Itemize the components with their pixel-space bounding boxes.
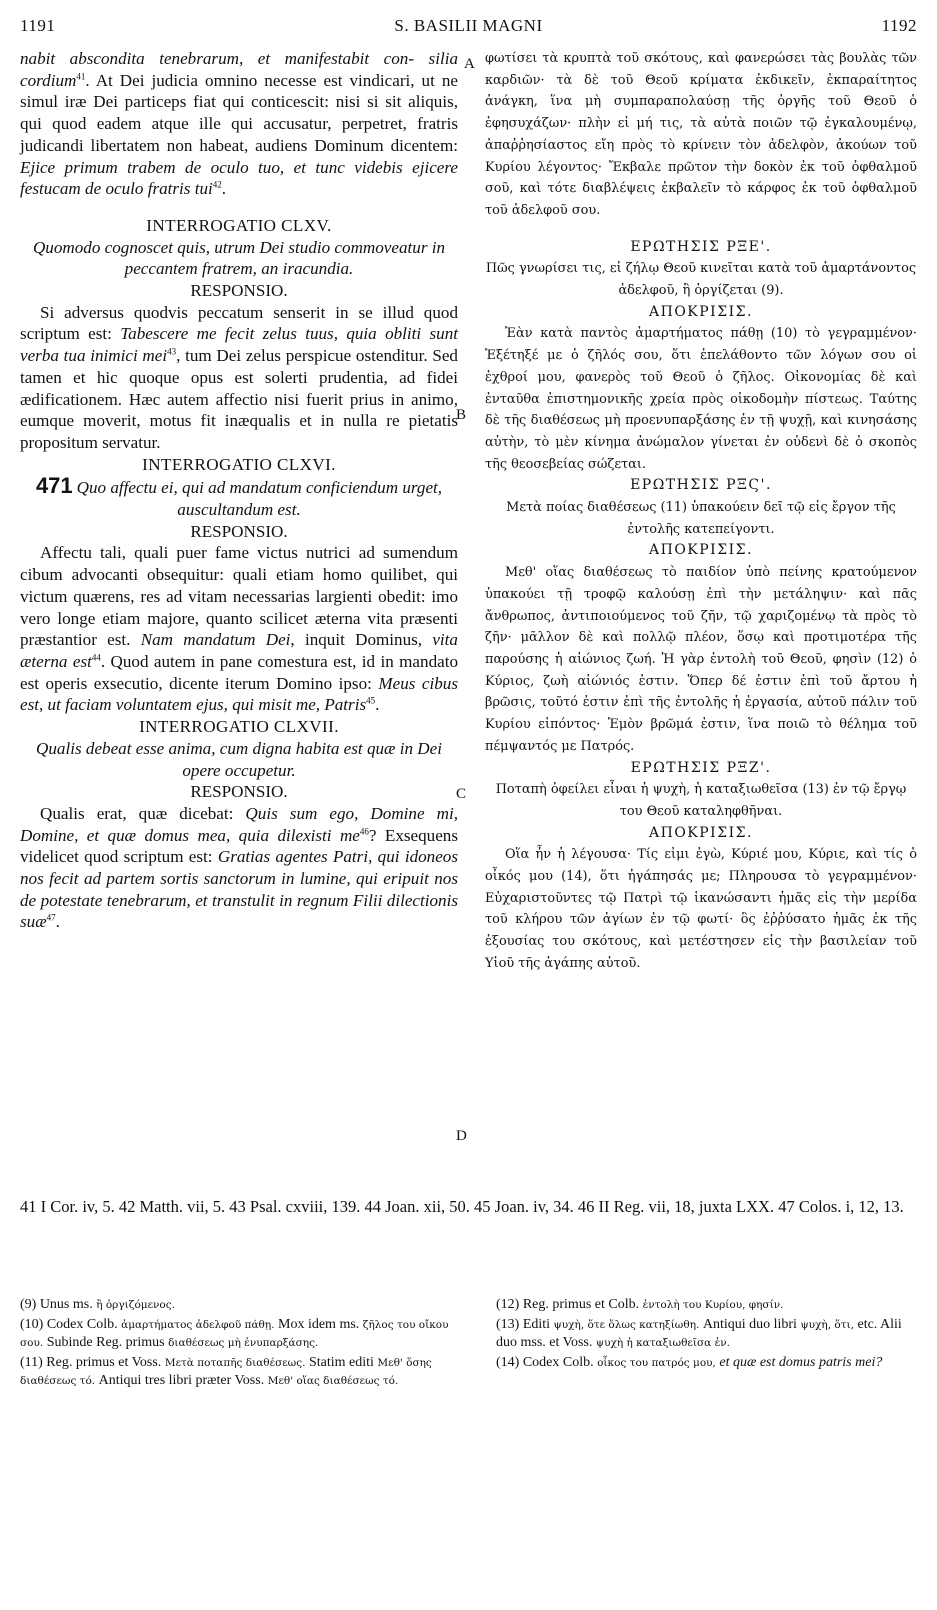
latin-opening-paragraph — [20, 48, 458, 200]
footnote-ref: 41 — [76, 71, 86, 82]
response-heading: RESPONSIO. — [190, 521, 288, 541]
critical-notes-left — [20, 1296, 470, 1392]
note-text: (12) Reg. primus et Colb. — [496, 1297, 643, 1312]
question-165-heading: INTERROGATIO CLXV. — [146, 215, 332, 235]
note-text: (14) Codex Colb. — [496, 1354, 598, 1370]
note-greek: ἐντολὴ του Κυρίου, φησίν. — [642, 1299, 784, 1311]
right-page-number: 1192 — [881, 16, 917, 35]
latin-text: . Quod autem in pane comestura est, id in mandato est operis exsecutio, dicente iterum Domino ipso: — [20, 651, 458, 693]
margin-letter-a: A — [464, 56, 475, 72]
greek-question-165-heading: ΕΡΩΤΗΣΙΣ ΡΞΕ'. — [630, 238, 772, 255]
footnote-ref: 43 — [167, 346, 177, 357]
answer-165-paragraph — [20, 302, 458, 454]
margin-letter-c: C — [456, 786, 467, 802]
note-text: (10) Codex Colb. — [20, 1316, 122, 1332]
note-greek: ψυχὴ, ὅτι, — [800, 1318, 854, 1331]
note-text: Statim editi — [305, 1354, 378, 1370]
greek-response-heading: ΑΠΟΚΡΙΣΙΣ. — [649, 824, 753, 841]
note-14 — [496, 1354, 918, 1373]
note-greek: ἢ ὀργιζόμενος. — [96, 1299, 175, 1311]
note-text: Antiqui duo libri — [699, 1316, 801, 1332]
note-text: (9) Unus ms. — [20, 1297, 97, 1312]
latin-text: . — [221, 179, 227, 199]
note-greek: ψυχὴ, ὅτε ὅλως κατηξίωθη. — [553, 1318, 700, 1331]
latin-text: . At Dei judicia omnino necesse est vindicari, ut ne simul iræ Dei particeps fiat qui conticescit: nisi si sit aliquis, qui quod eadem atque ille qui accusatur, perpetret, fratris judicandi libertatem non habeat, audiens Dominum dicentem: — [20, 70, 458, 155]
footnote-ref: 44 — [91, 652, 101, 663]
note-greek: ψυχὴ ἡ καταξιωθεῖσα ἐν. — [595, 1337, 730, 1349]
note-text: etc. Alii duo mss. et Voss. — [496, 1316, 902, 1350]
greek-answer-166: Μεθ' οἵας διαθέσεως τὸ παιδίον ὑπὸ πείνης κρατούμενον ὑπακούει τῇ τροφῷ καλούσῃ ἐπὶ τὴν μετάληψιν· καὶ πᾶς ἄνθρωπος, ἀντιποιούμενος τοῦ ζῆν, τῷ χαριζομένῳ τὰ πρὸς τὸ ζῆν· μᾶλλον δὲ καὶ πολλῷ πλέον, ὅσῳ καὶ προτιμοτέρα τῆς παρούσης ἡ αἰώνιος ζωή. Ἡ γὰρ ἐντολὴ τοῦ Θεοῦ, φησὶν (12) ὁ Κύριος, ζωὴ αἰώνιός ἐστιν. Ὅπερ δέ ἐστιν ἐπὶ τοῦ ἄρτου ἡ βρῶσις, τοῦτό ἐστιν ἐπὶ τῆς ἐντολῆς ἡ ἐργασία, αὐτοῦ πάλιν τοῦ Κυρίου εἰπόντος· Ἐμὸν βρῶμά ἐστιν, ἵνα ποιῶ τὸ θέλημα τοῦ πέμψαντός με Πατρός. — [485, 565, 917, 754]
critical-notes-right — [496, 1296, 918, 1373]
note-greek: ζῆλος του οἴκου σου. — [20, 1318, 449, 1349]
left-page-number: 1191 — [20, 16, 56, 35]
note-10 — [20, 1316, 470, 1353]
latin-text: . — [55, 912, 60, 932]
question-166-heading: INTERROGATIO CLXVI. — [142, 454, 336, 474]
greek-column — [485, 48, 917, 975]
footnote-ref: 46 — [359, 825, 369, 836]
latin-text: Qualis erat, quæ dicebat: — [40, 803, 246, 823]
latin-italic: vita æterna est — [20, 630, 458, 671]
running-title: S. BASILII MAGNI — [394, 16, 543, 35]
greek-question-167-text: Ποταπὴ ὀφείλει εἶναι ἡ ψυχὴ, ἡ καταξιωθεῖσα (13) ἐν τῷ ἔργῳ του Θεοῦ καταληφθῆναι. — [495, 782, 907, 819]
note-greek: Μεθ' οἵας διαθέσεως τό. — [267, 1375, 399, 1387]
note-11 — [20, 1354, 470, 1391]
greek-opening-paragraph: φωτίσει τὰ κρυπτὰ τοῦ σκότους, καὶ φανερώσει τὰς βουλὰς τῶν καρδιῶν· τὰ δὲ τοῦ Θεοῦ κρίματα ἐκδικεῖν, ἐκπαραίτητος ἀνάγκη, ἵνα μὴ συμπαραπολαύσῃ τῆς ὀργῆς τοῦ Θεοῦ ὁ ἐφησυχάζων· πλὴν εἰ μή τις, τὰ αὐτὰ ποιῶν τῷ ἐγκαλουμένῳ, ἀπαῤῥησίαστος εἴη πρὸς τὸ κρίνειν τὸν ἀδελφὸν, ἀκούων τοῦ Κυρίου λέγοντος· Ἔκβαλε πρῶτον τὴν δοκὸν ἐκ τοῦ ὀφθαλμοῦ σοῦ, καὶ τότε διαβλέψεις ἐκβαλεῖν τὸ κάρφος ἐκ τοῦ ὀφθαλμοῦ τοῦ ἀδελφοῦ σου. — [485, 51, 917, 218]
greek-response-heading: ΑΠΟΚΡΙΣΙΣ. — [649, 303, 753, 320]
note-text: (13) Editi — [496, 1316, 554, 1332]
latin-italic: Nam mandatum Dei — [140, 630, 291, 650]
answer-166-paragraph — [20, 542, 458, 716]
latin-column — [20, 48, 458, 933]
latin-italic: Ejice primum trabem de oculo tuo, et tunc videbis ejicere festucam de oculo fratris tui — [20, 157, 458, 199]
note-greek: Μεθ' ὅσης διαθέσεως τό. — [20, 1356, 432, 1387]
note-12 — [496, 1296, 918, 1315]
question-167-heading: INTERROGATIO CLXVII. — [139, 717, 339, 737]
note-greek: ἁμαρτήματος ἀδελφοῦ πάθῃ. — [121, 1318, 275, 1331]
page-header — [20, 16, 917, 42]
greek-answer-165: Ἐὰν κατὰ παντὸς ἁμαρτήματος πάθῃ (10) τὸ γεγραμμένον· Ἐξέτηξέ με ὁ ζῆλός σου, ὅτι ἐπελάθοντο τῶν λόγων σου οἱ ἐχθροί μου, φανερὸς τοῦ Θεοῦ ὁ ζῆλος. Οἰκονομίας δὲ καὶ ἐνταῦθα ἐπιστημονικῆς χρεία πρὸς οἰκοδομὴν πίστεως. Ταύτης δὲ τῆς διαθέσεως μὴ προενυπαρξάσης ἐν τῇ ψυχῇ, καὶ κινησάσης αὐτὴν, τὸ μὲν κίνημα ἀνώμαλον γίνεται ἐν οὐδενὶ δὲ ὁ σκοπὸς τῆς θεοσεβείας σώζεται. — [485, 326, 917, 472]
column-number: 471 — [35, 473, 73, 499]
note-greek: Μετὰ ποταπῆς διαθέσεως. — [164, 1356, 306, 1369]
latin-text: . — [375, 695, 380, 715]
note-9 — [20, 1296, 470, 1315]
greek-question-167-heading: ΕΡΩΤΗΣΙΣ ΡΞΖ'. — [630, 759, 772, 776]
note-text: Mox idem ms. — [274, 1316, 363, 1332]
latin-italic: Tabescere me fecit zelus tuus, quia obliti sunt verba tua inimici mei — [20, 324, 458, 366]
greek-response-heading: ΑΠΟΚΡΙΣΙΣ. — [649, 542, 753, 559]
response-heading: RESPONSIO. — [190, 782, 288, 802]
margin-letter-b: B — [456, 407, 467, 423]
greek-answer-167: Οἵα ἦν ἡ λέγουσα· Τίς εἰμι ἐγὼ, Κύριέ μου, Κύριε, καὶ τίς ὁ οἶκός μου (14), ὅτι ἠγάπησάς με; Πληρουσα τὸ γεγραμμένον· Εὐχαριστοῦντες τῷ Πατρὶ τῷ ἱκανώσαντι ἡμᾶς εἰς τὴν μερίδα τοῦ κλήρου τῶν ἁγίων ἐν τῷ φωτί· ὃς ἐῤῥύσατο ἡμᾶς ἐκ τῆς ἐξουσίας του σκότους, καὶ μετέστησεν εἰς τὴν βασιλείαν τοῦ Υἱοῦ τῆς ἀγάπης αὐτοῦ. — [485, 847, 917, 971]
greek-question-166-text: Μετὰ ποίας διαθέσεως (11) ὑπακούειν δεῖ τῷ εἰς ἔργον τῆς ἐντολῆς κατεπείγοντι. — [506, 500, 896, 537]
latin-italic: nabit abscondita tenebrarum, et manifestabit con- — [20, 49, 415, 68]
question-166-text — [20, 475, 458, 520]
footnote-ref: 42 — [212, 179, 222, 190]
answer-167-paragraph — [20, 803, 458, 933]
note-text: (11) Reg. primus et Voss. — [20, 1354, 165, 1370]
greek-question-166-heading: ΕΡΩΤΗΣΙΣ ΡΞϚ'. — [630, 477, 772, 494]
latin-italic: Quo affectu ei, qui ad mandatum conficiendum urget, auscultandum est. — [76, 478, 443, 520]
note-13 — [496, 1316, 918, 1353]
latin-text: Si adversus quodvis peccatum senserit in se illud quod scriptum est: — [20, 302, 458, 344]
response-heading: RESPONSIO. — [190, 281, 288, 301]
latin-text: , inquit Dominus, — [290, 630, 433, 650]
latin-italic: Gratias agentes Patri, qui idoneos nos fecit ad partem sortis sanctorum in lumine, qui eripuit nos de potestate tenebrarum, et transtulit in regnum Filii dilectionis suæ — [20, 847, 458, 932]
note-greek: οἶκος του πατρός μου, — [597, 1356, 716, 1369]
question-167-text: Qualis debeat esse anima, cum digna habita est quæ in Dei opere occupetur. — [36, 738, 442, 780]
note-greek: διαθέσεως μὴ ἐνυπαρξάσης. — [168, 1337, 319, 1349]
latin-italic: Quis sum ego, Domine mi, Domine, et quæ domus mea, quia dilexisti me — [20, 803, 458, 845]
margin-letter-d: D — [456, 1128, 467, 1144]
question-165-text: Quomodo cognoscet quis, utrum Dei studio commoveatur in peccantem fratrem, an iracundia. — [32, 237, 446, 279]
footnote-ref: 47 — [46, 912, 56, 923]
greek-question-165-text: Πῶς γνωρίσει τις, εἰ ζήλῳ Θεοῦ κινεῖται κατὰ τοῦ ἁμαρτάνοντος ἀδελφοῦ, ἢ ὀργίζεται (9). — [485, 261, 917, 299]
footnote-ref: 45 — [366, 695, 376, 706]
scripture-footnotes: 41 I Cor. iv, 5. 42 Matth. vii, 5. 43 Psal. cxviii, 139. 44 Joan. xii, 50. 45 Joan. iv, 34. 46 II Reg. vii, 18, juxta LXX. 47 Colos. i, 12, 13. — [20, 1197, 904, 1216]
latin-text: ? Exsequens videlicet quod scriptum est: — [20, 825, 459, 867]
latin-text: , tum Dei zelus perspicue ostenditur. Sed tamen et hic quoque opus est solerti prudentia, ad fidei ædificationem. Hæc autem affectio nisi fuerit prius in animo, eumque moverit, motus fit inæqualis et in nulla re pietatis propositum servatur. — [20, 346, 458, 452]
latin-italic: silia cordium — [20, 49, 458, 90]
latin-italic: Meus cibus est, ut faciam voluntatem ejus, qui misit me, Patris — [20, 673, 458, 715]
note-italic: et quæ est domus patris mei? — [715, 1354, 883, 1370]
note-text: Antiqui tres libri præter Voss. — [95, 1373, 268, 1388]
latin-text: Affectu tali, quali puer fame victus nutrici ad sumendum cibum advocanti obsequitur: quali etiam homo quilibet, qui victum quærens, res ad vitam necessarias largienti obedit: imo vero longe etiam majore, quanto scilicet æterna vita præsenti præstantior est. — [20, 543, 458, 650]
note-text: Subinde Reg. primus — [43, 1335, 169, 1350]
